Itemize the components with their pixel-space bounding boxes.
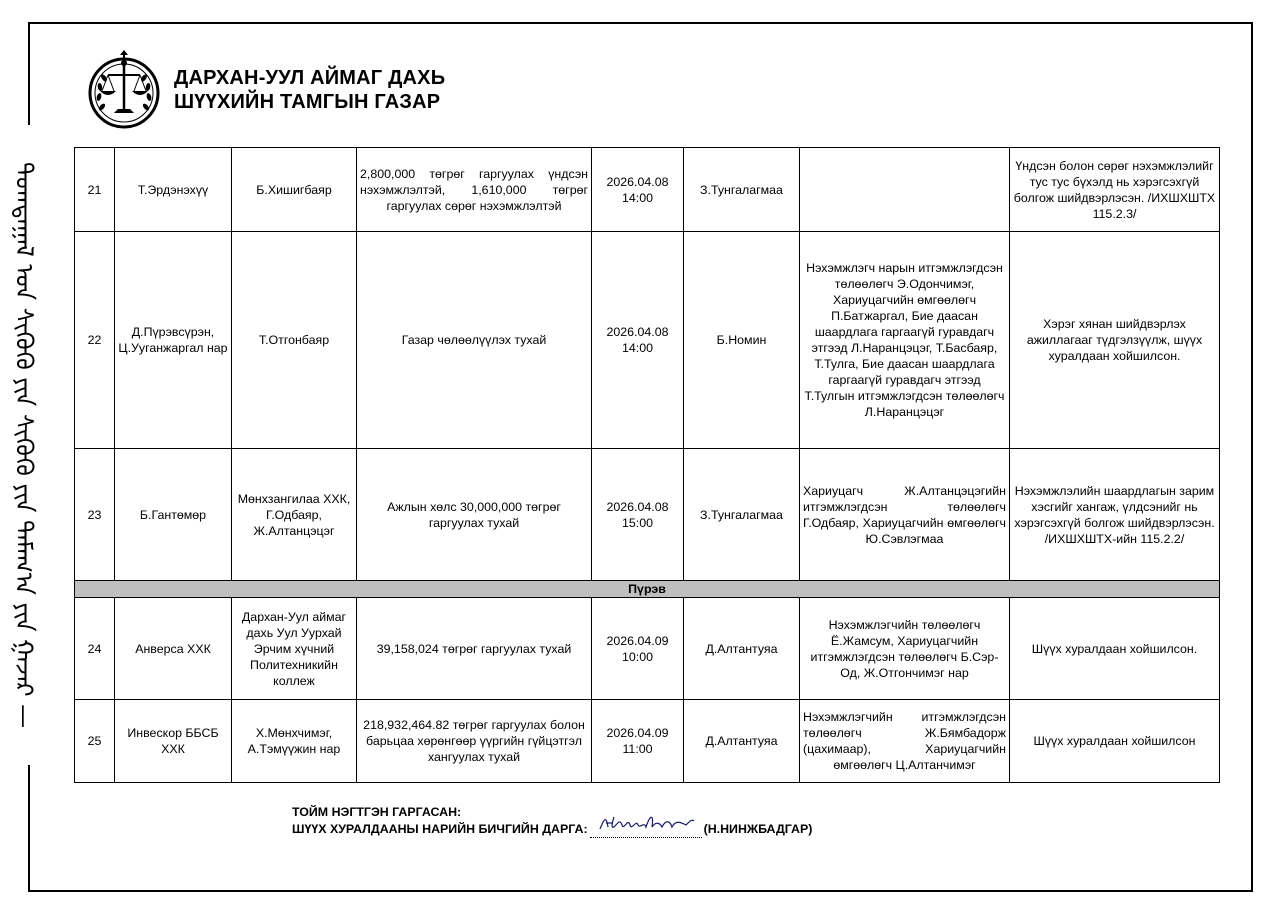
secretary-name: (Н.НИНЖБАДГАР) [703,822,813,836]
participants: Нэхэмжлэгч нарын итгэмжлэгдсэн төлөөлөгч Э.Одончимэг, Хариуцагчийн өмгөөлөгч П.Батжаргал, Бие даасан шаардлага гаргаагүй гуравдагч этгээд Л.Наранцэцэг, Т.Басбаяр, Т.Тулга, Бие даасан шаардлага гаргаагүй гуравдагч этгээд Т.Тулгын итгэмжлэгдсэн төлөөлөгч Л.Наранцэцэг [800,232,1010,449]
result: Хэрэг хянан шийдвэрлэх ажиллагааг түдгэлзүүлж, шүүх хуралдаан хойшилсон. [1010,232,1220,449]
table-row [75,148,1220,232]
case-number: 23 [75,449,115,581]
hearing-datetime: 2026.04.09 11:00 [592,700,684,783]
plaintiff: Б.Гантөмөр [115,449,232,581]
signature-dotted-line [590,823,702,838]
judge: З.Тунгалагмаа [684,148,800,232]
defendant: Х.Мөнхчимэг, А.Тэмүүжин нар [232,700,357,783]
case-number: 25 [75,700,115,783]
handwritten-signature-icon [596,809,696,837]
defendant: Дархан-Уул аймаг дахь Уул Уурхай Эрчим хүчний Политехникийн коллеж [232,598,357,700]
title-line-2: ШҮҮХИЙН ТАМГЫН ГАЗАР [174,91,441,113]
result: Нэхэмжлэлийн шаардлагын зарим хэсгийг хангаж, үлдсэнийг нь хэрэгсэхгүй болгож шийдвэрлэсэн. /ИХШХШТХ-ийн 115.2.2/ [1010,449,1220,581]
result: Шүүх хуралдаан хойшилсон [1010,700,1220,783]
court-emblem-icon [88,47,160,133]
plaintiff: Д.Пүрэвсүрэн, Ц.Ууганжаргал нар [115,232,232,449]
case-number: 21 [75,148,115,232]
claim: 218,932,464.82 төгрөг гаргуулах болон барьцаа хөрөнгөөр үүргийн гүйцэтгэл хангуулах тухай [357,700,592,783]
secretary-title: ШҮҮХ ХУРАЛДААНЫ НАРИЙН БИЧГИЙН ДАРГА: [292,822,588,836]
day-label: Пүрэв [75,581,1220,598]
participants: Нэхэмжлэгчийн итгэмжлэгдсэн төлөөлөгч Ж.Бямбадорж (цахимаар), Хариуцагчийн өмгөөлөгч Ц.Алтанчимэг [800,700,1010,783]
plaintiff: Анверса ХХК [115,598,232,700]
hearing-datetime: 2026.04.08 15:00 [592,449,684,581]
secretary-signature-line [292,821,812,838]
result: Үндсэн болон сөрөг нэхэмжлэлийг тус тус бүхэлд нь хэрэгсэхгүй болгож шийдвэрлэсэн. /ИХШХШТХ 115.2.3/ [1010,148,1220,232]
claim: 39,158,024 төгрөг гаргуулах тухай [357,598,592,700]
claim: 2,800,000 төгрөг гаргуулах үндсэн нэхэмжлэлтэй, 1,610,000 төгрөг гаргуулах сөрөг нэхэмжлэлтэй [357,148,592,232]
court-hearings-table [74,147,1220,783]
hearing-datetime: 2026.04.09 10:00 [592,598,684,700]
title-line-1: ДАРХАН-УУЛ АЙМАГ ДАХЬ [174,67,446,89]
mongolian-script-text: ᠲᠣᠭᠲᠠᠭᠠᠯ ᠤᠨ ᠰᠢᠭᠦᠬᠦ ᠶᠢᠨ ᠰᠢᠭᠦᠬᠦ ᠶᠢᠨ ᠲᠠᠮᠠᠭ᠎ᠠ ᠶᠢᠨ ᠭᠠᠵᠠᠷ — [10,161,38,729]
participants: Нэхэмжлэгчийн төлөөлөгч Ё.Жамсум, Хариуцагчийн итгэмжлэгдсэн төлөөлөгч Б.Сэр-Од, Ж.Отгончимэг нар [800,598,1010,700]
mongolian-script-margin [6,125,42,765]
claim: Ажлын хөлс 30,000,000 төгрөг гаргуулах тухай [357,449,592,581]
judge: Б.Номин [684,232,800,449]
hearing-datetime: 2026.04.08 14:00 [592,148,684,232]
defendant: Мөнхзангилаа ХХК, Г.Одбаяр, Ж.Алтанцэцэг [232,449,357,581]
hearing-datetime: 2026.04.08 14:00 [592,232,684,449]
day-separator-row [75,581,1220,598]
table-row [75,598,1220,700]
result: Шүүх хуралдаан хойшилсон. [1010,598,1220,700]
claim: Газар чөлөөлүүлэх тухай [357,232,592,449]
defendant: Б.Хишигбаяр [232,148,357,232]
participants: Хариуцагч Ж.Алтанцэцэгийн итгэмжлэгдсэн төлөөлөгч Г.Одбаяр, Хариуцагчийн өмгөөлөгч Ю.Сэвлэгмаа [800,449,1010,581]
document-footer [292,804,812,838]
plaintiff: Инвескор ББСБ ХХК [115,700,232,783]
institution-title [174,66,445,114]
case-number: 24 [75,598,115,700]
case-number: 22 [75,232,115,449]
participants [800,148,1010,232]
compiled-by-label: ТОЙМ НЭГТГЭН ГАРГАСАН: [292,805,462,819]
table-row [75,232,1220,449]
judge: Д.Алтантуяа [684,598,800,700]
judge: Д.Алтантуяа [684,700,800,783]
defendant: Т.Отгонбаяр [232,232,357,449]
table-row [75,700,1220,783]
document-header [88,45,445,135]
table-row [75,449,1220,581]
plaintiff: Т.Эрдэнэхүү [115,148,232,232]
judge: З.Тунгалагмаа [684,449,800,581]
